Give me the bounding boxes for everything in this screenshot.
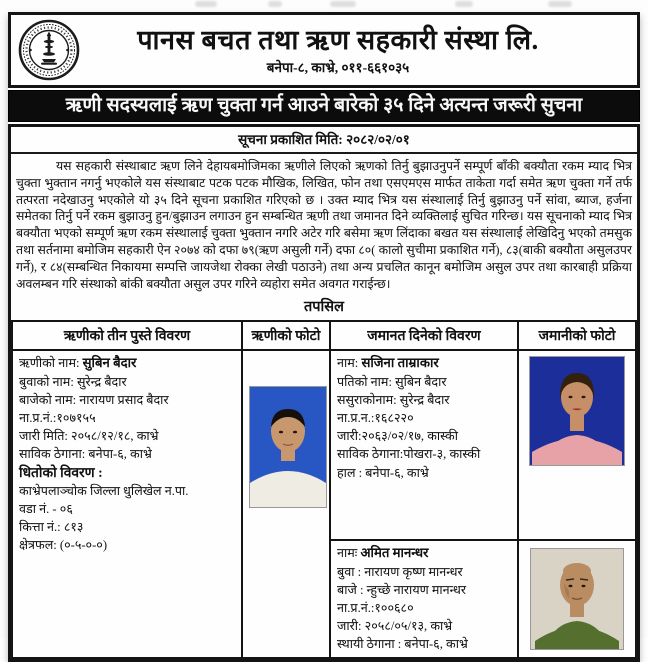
- borrower-photo-cell: [242, 350, 330, 658]
- guarantor2-issue-date-line: जारी: २०५८/०५/१३, काभ्रे: [337, 619, 453, 634]
- guarantor2-grandfather-line: बाजे : न्हुच्छे नारायण मानन्धर: [337, 582, 467, 597]
- cropped-newsprint-remnant: [268, 1, 282, 7]
- borrower-father-line: बुवाको नाम: सुरेन्द्र बैदार: [19, 374, 127, 389]
- publication-date-row: [11, 127, 637, 154]
- guarantor2-details-cell: [330, 540, 518, 658]
- details-table: [11, 320, 637, 659]
- borrower-name-line: [19, 354, 235, 372]
- organization-name: पानस बचत तथा ऋण सहकारी संस्था लि.: [137, 25, 539, 55]
- borrower-address-line: साविक ठेगाना: बनेपा-६, काभ्रे: [19, 447, 152, 462]
- col-header-borrower-details: ऋणीको तीन पुस्ते विवरण: [12, 321, 242, 350]
- header-text: [83, 24, 633, 76]
- cropped-newsprint-remnant: [195, 1, 217, 7]
- guarantor1-fatherinlaw-line: ससुराकोनाम: सुरेन्द्र बैदार: [337, 392, 450, 407]
- borrower-name-label: ऋणीको नाम:: [19, 356, 83, 371]
- guarantor1-name: सजिना ताम्राकार: [361, 355, 439, 371]
- collateral-heading: धितोको विवरण :: [19, 464, 103, 480]
- guarantor1-details-cell: [330, 350, 518, 540]
- guarantor2-name-label: नामः: [337, 546, 361, 561]
- notice-title-banner: ऋणी सदस्यलाई ऋण चुक्ता गर्न आउने बारेको ३५ दिने अत्यन्त जरूरी सुचना: [8, 90, 640, 122]
- publication-date-label: सूचना प्रकाशित मिति:: [238, 132, 343, 147]
- notice-body-box: [8, 124, 640, 662]
- guarantor2-photo-cell: [518, 540, 636, 658]
- guarantor1-photo: [529, 356, 625, 466]
- borrower-details-cell: [12, 350, 242, 658]
- guarantor1-citizenship-line: ना.प्र.न.:१६८२२०: [337, 410, 414, 425]
- notice-document: [8, 12, 640, 662]
- cropped-newsprint-remnant: [330, 1, 356, 7]
- table-header-row: [12, 321, 636, 350]
- cooperative-seal-logo: [15, 19, 83, 81]
- borrower-photo: [249, 386, 327, 508]
- guarantor2-father-line: बुवा : नारायण कृष्ण मानन्धर: [337, 564, 463, 579]
- guarantor2-citizenship-line: ना.प्र.नं.:१००६८०: [337, 600, 414, 615]
- collateral-plot-line: कित्ता नं.: ८१३: [19, 520, 84, 535]
- guarantor2-photo: [530, 548, 624, 650]
- cropped-newsprint-remnant: [455, 1, 473, 7]
- seal-icon: [18, 19, 80, 81]
- guarantor1-current-address-line: हाल : बनेपा-६, काभ्रे: [337, 465, 429, 480]
- collateral-district-line: काभ्रेपलाञ्चोक जिल्ला धुलिखेल न.पा.: [19, 483, 189, 498]
- table-row: [12, 350, 636, 540]
- organization-address: बनेपा-८, काभ्रे, ०११-६६१०३५: [266, 60, 410, 75]
- tapasil-heading: तपसिल: [304, 299, 344, 316]
- col-header-guarantor-details: जमानत दिनेको विवरण: [330, 321, 518, 350]
- guarantor1-name-label: नाम:: [337, 356, 362, 371]
- borrower-citizenship-line: ना.प्र.नं.:१०७१५५: [19, 410, 96, 425]
- guarantor2-permanent-address-line: स्थायी ठेगाना : बनेपा-६, काभ्रे: [337, 637, 468, 652]
- borrower-issue-date-line: जारी मिति: २०५८/१२/१८, काभ्रे: [19, 429, 159, 444]
- borrower-grandfather-line: बाजेको नाम: नारायण प्रसाद बैदार: [19, 392, 169, 407]
- cropped-newsprint-remnant: [548, 1, 572, 7]
- collateral-area-line: क्षेत्रफल: (०-५-०-०): [19, 538, 108, 553]
- notice-paragraph: यस सहकारी संस्थाबाट ऋण लिने देहायबमोजिमका ऋणीले लिएको ऋणको तिर्नु बुझाउनुपर्ने सम्पूर्ण बाँकी बक्यौता रकम म्याद भित्र चुक्ता भुक्तान नगर्नु भएकोले यस संस्थाबाट पटक पटक मौखिक, लिखित, फोन तथा एसएमएस मार्फत ताकेता गर्दा समेत ऋण चुक्ता गर्ने तर्फ तत्परता नदेखाउनु भएकोले यो ३५ दिने सूचना प्रकाशित गरिएको छ । उक्त म्याद भित्र यस संस्थालाई तिर्नु बुझाउनु पर्ने सांवा, ब्याज, हर्जना समेतका तिर्नु पर्ने रकम बुझाउनु हुन/बुझाउन लगाउन हुन सम्बन्धित ऋणी तथा जमानत दिने व्यक्तिलाई सुचित गरिन्छ। यस सूचनाको म्याद भित्र बक्यौता भएको सम्पूर्ण ऋण रकम संस्थालाई चुक्ता भुक्तान नगरि अटेर गरि बसेमा ऋण लिंदाका बखत यस संस्थालाई लेखिदिनु भएको तमसुक तथा सर्तनामा बमोजिम सहकारी ऐन २०७४ को दफा ७९(ऋण असुली गर्ने) दफा ८०( कालो सुचीमा प्रकाशित गर्ने), ८३(बाकी बक्यौता असुलउपर गर्ने), र ८४(सम्बन्धित निकायमा सम्पत्ति जायजेथा रोक्का लेखी पठाउने) तथा अन्य प्रचलित कानून बमोजिम असुल उपर तथा कारबाही प्रक्रिया अवलम्बन गरि संस्थाको बांकी बक्यौता असुल उपर गरिने व्यहोरा समेत अवगत गराईन्छ।: [16, 159, 632, 291]
- guarantor1-name-line: [337, 354, 511, 372]
- col-header-guarantor-photo: जमानीको फोटो: [518, 321, 636, 350]
- guarantor2-name-line: [337, 544, 511, 562]
- guarantor2-name: अमित मानन्धर: [360, 545, 429, 561]
- guarantor1-issue-date-line: जारी:२०६३/०२/१७, कास्की: [337, 429, 458, 444]
- guarantor1-former-address-line: साविक ठेगाना:पोखरा-३, कास्की: [337, 447, 481, 462]
- guarantor1-husband-line: पतिको नाम: सुबिन बैदार: [337, 374, 447, 389]
- collateral-ward-line: वडा नं. - ०६: [19, 502, 73, 516]
- borrower-name: सुबिन बैदार: [82, 355, 137, 371]
- document-header: [8, 12, 640, 88]
- publication-date-value: २०८२/०२/०१: [346, 132, 410, 147]
- guarantor1-photo-cell: [518, 350, 636, 540]
- col-header-borrower-photo: ऋणीको फोटो: [242, 321, 330, 350]
